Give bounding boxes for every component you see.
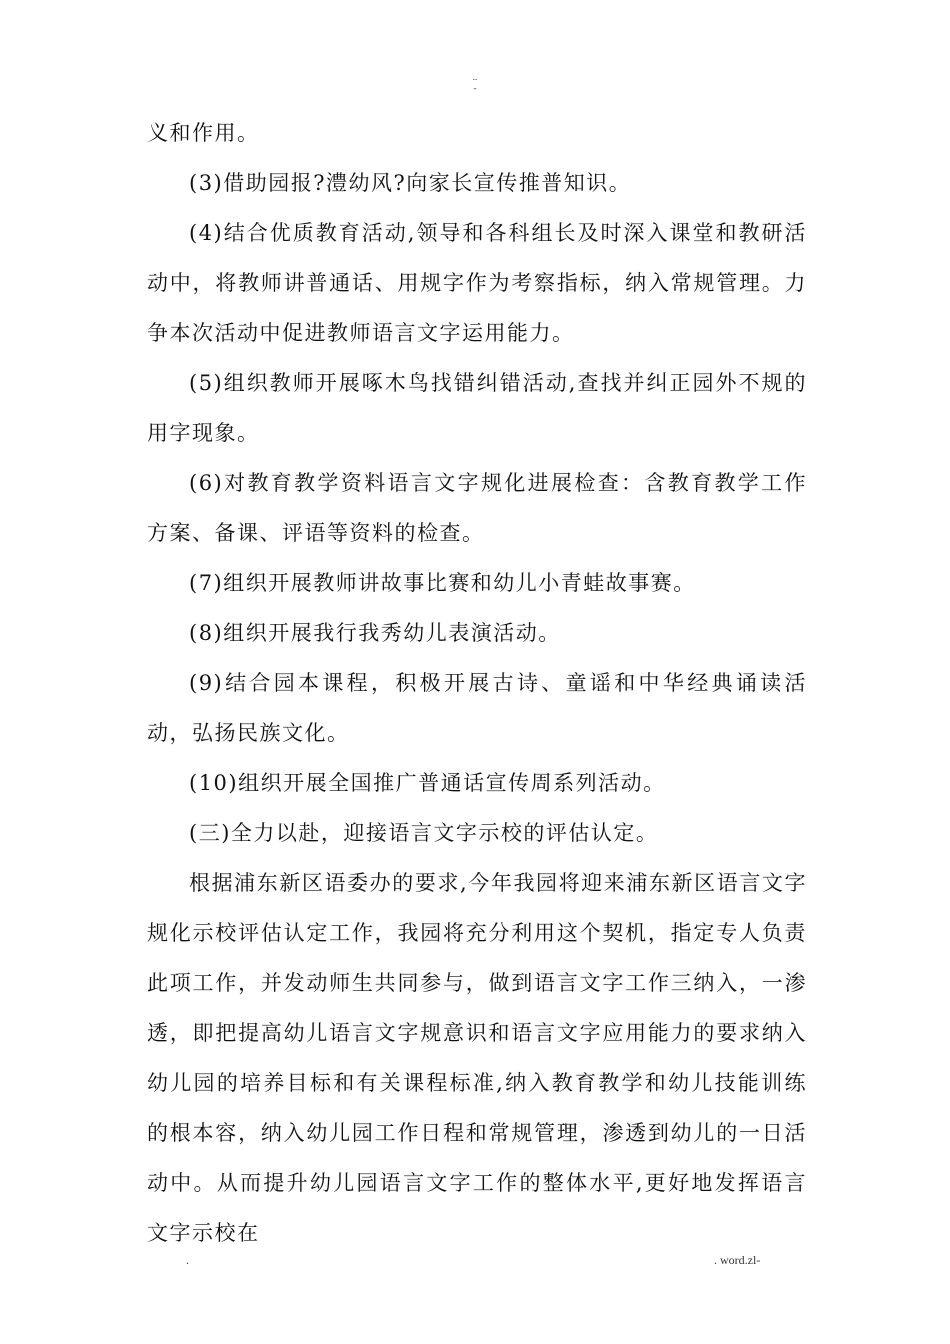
footer-source: . word.zl- bbox=[714, 1253, 761, 1267]
paragraph-item-10: (10)组织开展全国推广普通话宣传周系列活动。 bbox=[189, 771, 666, 795]
paragraph-evaluation: 根据浦东新区语委办的要求,今年我园将迎来浦东新区语言文字规化示校评估认定工作，我园将充分利用这个契机，指定专人负责此项工作，并发动师生共同参与，做到语言文字工作三纳入，一渗透，即把提高幼儿语言文字规意识和语言文字应用能力的要求纳入幼儿园的培养目标和有关课程标准,纳入教育教学和幼儿技能训练的根本容，纳入幼儿园工作日程和常规管理，渗透到幼儿的一日活动中。从而提升幼儿园语言文字工作的整体水平,更好地发挥语言文字示校在 bbox=[147, 871, 807, 1245]
paragraph-continuation: 义和作用。 bbox=[147, 121, 260, 145]
document-body bbox=[147, 108, 807, 1258]
page-header-mark bbox=[0, 72, 950, 94]
paragraph-item-5: (5)组织教师开展啄木鸟找错纠错活动,查找并纠正园外不规的用字现象。 bbox=[147, 371, 807, 445]
header-dots: .. bbox=[472, 72, 478, 82]
section-heading-3: (三)全力以赴，迎接语言文字示校的评估认定。 bbox=[189, 821, 659, 845]
header-dash: - bbox=[473, 83, 477, 93]
paragraph-item-4: (4)结合优质教育活动,领导和各科组长及时深入课堂和教研活动中，将教师讲普通话、用规字作为考察指标，纳入常规管理。力争本次活动中促进教师语言文字运用能力。 bbox=[147, 221, 807, 345]
footer-left-mark: . bbox=[186, 1253, 189, 1267]
paragraph-item-3: (3)借助园报?澧幼风?向家长宣传推普知识。 bbox=[189, 171, 632, 195]
paragraph-item-6: (6)对教育教学资料语言文字规化进展检查：含教育教学工作方案、备课、评语等资料的检查。 bbox=[147, 471, 807, 545]
paragraph-item-7: (7)组织开展教师讲故事比赛和幼儿小青蛙故事赛。 bbox=[189, 571, 696, 595]
paragraph-item-8: (8)组织开展我行我秀幼儿表演活动。 bbox=[189, 621, 561, 645]
paragraph-item-9: (9)结合园本课程，积极开展古诗、童谣和中华经典诵读活动，弘扬民族文化。 bbox=[147, 671, 807, 745]
